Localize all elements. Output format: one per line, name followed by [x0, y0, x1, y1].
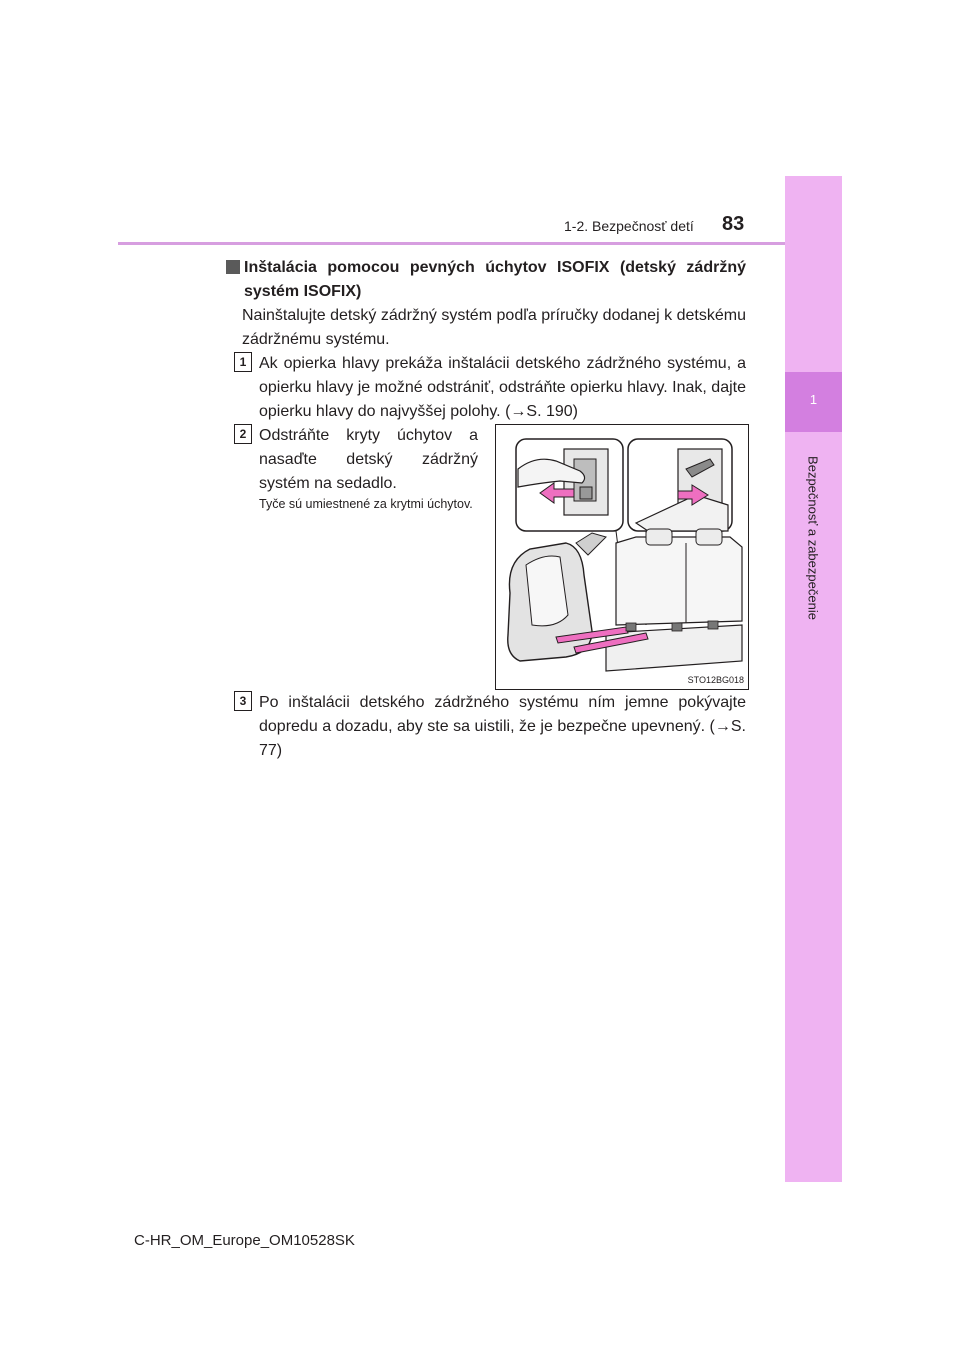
intro-paragraph: Nainštalujte detský zádržný systém podľa príručky dodanej k detskému zádržnému systému. — [242, 307, 746, 348]
chapter-title: Bezpečnosť a zabezpečenie — [805, 456, 821, 620]
section-heading — [226, 256, 746, 304]
isofix-drawing — [496, 425, 748, 689]
page-number: 83 — [722, 213, 745, 235]
step-text-2: Odstráňte kryty úchytov a nasaďte detský zádržný systém na sedadlo. — [259, 427, 478, 492]
step-number-3: 3 — [234, 691, 252, 711]
rear-seat — [616, 537, 742, 625]
step-number-2: 2 — [234, 424, 252, 444]
figure-code: STO12BG018 — [687, 675, 744, 685]
chapter-number: 1 — [809, 392, 818, 407]
step-note-2: Tyče sú umiestnené za krytmi úchytov. — [259, 497, 473, 511]
bullet-square-icon — [226, 260, 240, 274]
step-number-1: 1 — [234, 352, 252, 372]
isofix-illustration — [495, 424, 749, 690]
step-text-3: Po inštalácii detského zádržného systému ním jemne pokývajte dopredu a dozadu, aby ste sa uistili, že je bezpečne upevnený. (→S. 77) — [259, 694, 746, 759]
section-title: 1-2. Bezpečnosť detí — [564, 218, 694, 234]
header-rule — [118, 242, 785, 245]
step-text-1: Ak opierka hlavy prekáža inštalácii detského zádržného systému, a opierku hlavy je možné odstrániť, odstráňte opierku hlavy. Inak, dajte opierku hlavy do najvyššej polohy. (→S. 190) — [259, 355, 746, 420]
document-code: C-HR_OM_Europe_OM10528SK — [134, 1232, 355, 1249]
heading-text: Inštalácia pomocou pevných úchytov ISOFIX (detský zádržný systém ISOFIX) — [244, 259, 746, 300]
chapter-tab — [785, 176, 842, 1182]
